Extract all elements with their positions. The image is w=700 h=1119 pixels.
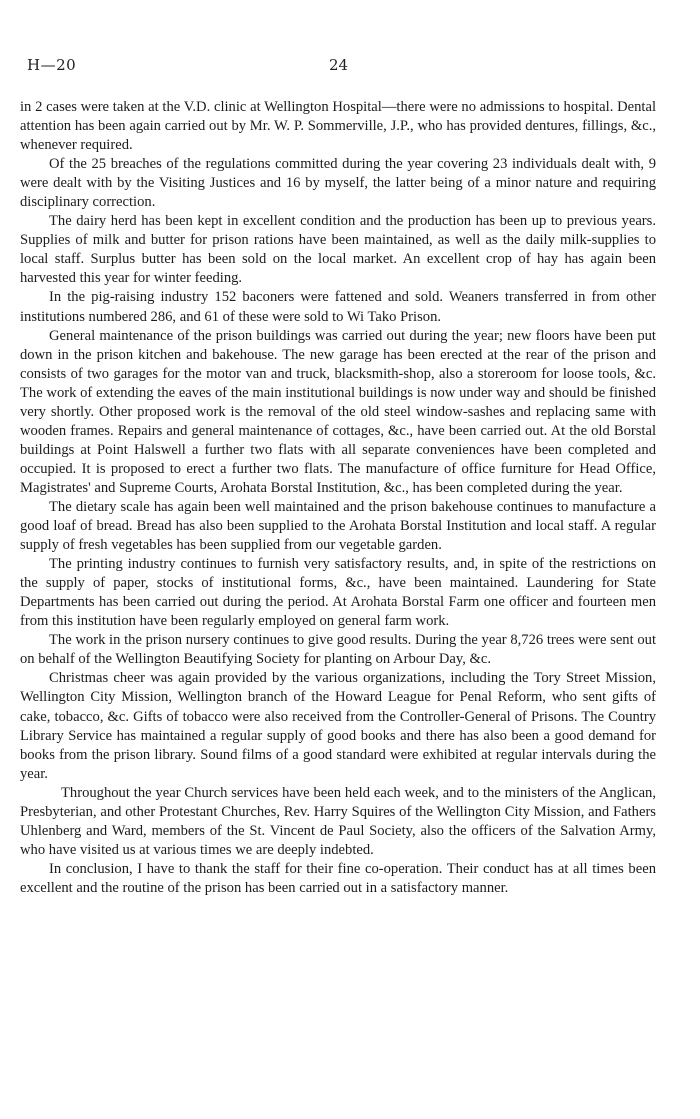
paragraph-maintenance: General maintenance of the prison buildings was carried out during the year; new floors have been put down in the prison kitchen and bakehouse. The new garage has been erected at the rear of the prison and consists of two garages for the motor van and truck, blacksmith-shop, also a storeroom for loose tools, &c. The work of extending the eaves of the main institutional buildings is now under way and should be finished very shortly. Other proposed work is the removal of the old steel window-sashes and replacing same with wooden frames. Repairs and general maintenance of cottages, &c., have been carried out. At the old Borstal buildings at Point Halswell a further two flats with all separate conveniences have been completed and occupied. It is proposed to erect a further two flats. The manufacture of office furniture for Head Office, Magistrates' and Supreme Courts, Arohata Borstal Institution, &c., has been completed during the year. (20, 327, 656, 496)
paragraph-christmas: Christmas cheer was again provided by the various organizations, including the Tory Street Mission, Wellington City Mission, Wellington branch of the Howard League for Penal Reform, who sent gifts of cake, tobacco, &c. Gifts of tobacco were also received from the Controller-General of Prisons. The Country Library Service has maintained a regular supply of good books and there has also been a good demand for books from the prison library. Sound films of a good standard were exhibited at regular intervals during the year. (20, 670, 656, 782)
paragraph-pig-raising: In the pig-raising industry 152 baconers were fattened and sold. Weaners transferred in from other institutions numbered 286, and 61 of these were sold to Wi Tako Prison. (20, 289, 656, 325)
report-body (20, 98, 656, 898)
page-header (27, 56, 647, 78)
page-number: 24 (329, 56, 349, 74)
paragraph-conclusion: In conclusion, I have to thank the staff for their fine co-operation. Their conduct has at all times been excellent and the routine of the prison has been carried out in a satisfactory manner. (20, 860, 656, 896)
paragraph-breaches: Of the 25 breaches of the regulations committed during the year covering 23 individuals dealt with, 9 were dealt with by the Visiting Justices and 16 by myself, the latter being of a minor nature and requiring disciplinary correction. (20, 156, 656, 211)
paragraph-medical-dental: in 2 cases were taken at the V.D. clinic at Wellington Hospital—there were no admissions to hospital. Dental attention has been again carried out by Mr. W. P. Sommerville, J.P., who has provided dentures, fillings, &c., whenever required. (20, 99, 656, 154)
paragraph-church-services: Throughout the year Church services have been held each week, and to the ministers of the Anglican, Presbyterian, and other Protestant Churches, Rev. Harry Squires of the Wellington City Mission, and Fathers Uhlenberg and Ward, members of the St. Vincent de Paul Society, also the officers of the Salvation Army, who have visited us at various times we are deeply indebted. (20, 784, 656, 858)
section-label: H—20 (27, 56, 77, 74)
paragraph-dairy-herd: The dairy herd has been kept in excellent condition and the production has been up to previous years. Supplies of milk and butter for prison rations have been maintained, as well as the daily milk-supplies to local staff. Surplus butter has been sold on the local market. An excellent crop of hay has again been harvested this year for winter feeding. (20, 213, 656, 287)
paragraph-printing: The printing industry continues to furnish very satisfactory results, and, in spite of the restrictions on the supply of paper, stocks of institutional forms, &c., have been maintained. Laundering for State Departments has been carried out during the period. At Arohata Borstal Farm one officer and fourteen men from this institution have been regularly employed on general farm work. (20, 556, 656, 630)
paragraph-dietary: The dietary scale has again been well maintained and the prison bakehouse continues to manufacture a good loaf of bread. Bread has also been supplied to the Arohata Borstal Institution and local staff. A regular supply of fresh vegetables has been supplied from our vegetable garden. (20, 498, 656, 554)
paragraph-nursery: The work in the prison nursery continues to give good results. During the year 8,726 trees were sent out on behalf of the Wellington Beautifying Society for planting on Arbour Day, &c. (20, 632, 656, 668)
